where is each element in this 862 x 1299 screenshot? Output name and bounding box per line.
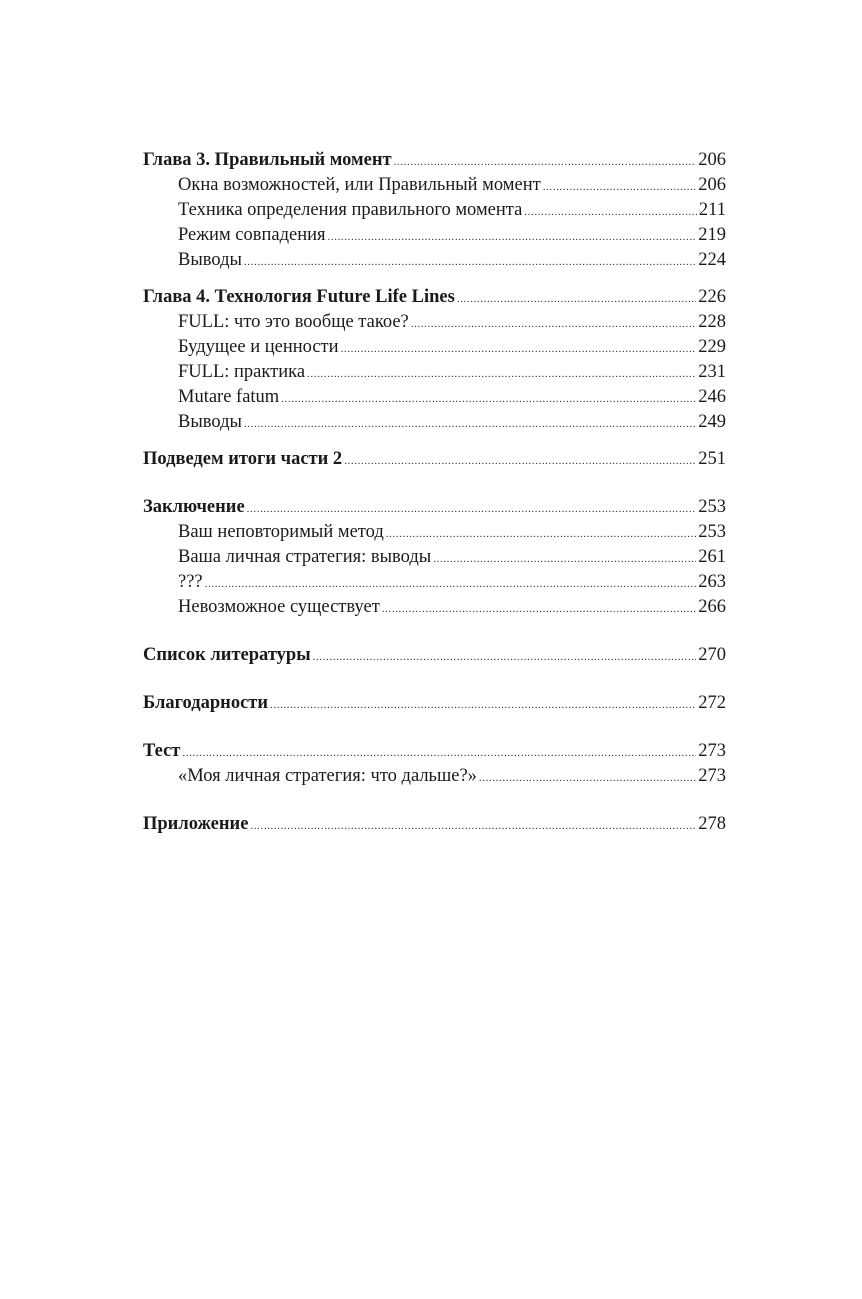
toc-entry-page: 270 (698, 645, 726, 665)
toc-entry-page: 261 (698, 547, 726, 567)
toc-entry-title: Глава 4. Технология Future Life Lines (143, 287, 455, 307)
toc-entry-title: Приложение (143, 814, 249, 834)
toc-entry (143, 570, 726, 595)
toc-leader-dots (524, 200, 697, 225)
toc-leader-dots (328, 225, 697, 250)
toc-leader-dots (182, 741, 696, 766)
toc-leader-dots (205, 572, 697, 597)
toc-leader-dots (344, 449, 696, 474)
toc-leader-dots (411, 312, 696, 337)
toc-entry (143, 335, 726, 360)
toc-entry-title: Выводы (178, 412, 242, 432)
toc-entry (143, 248, 726, 273)
toc-entry-page: 249 (698, 412, 726, 432)
toc-leader-dots (433, 547, 696, 572)
toc-entry-title: Заключение (143, 497, 245, 517)
toc-entry-title: Выводы (178, 250, 242, 270)
toc-entry (143, 385, 726, 410)
toc-leader-dots (281, 387, 696, 412)
toc-leader-dots (457, 287, 696, 312)
toc-entry-title: ??? (178, 572, 203, 592)
toc-entry-title: Список литературы (143, 645, 311, 665)
toc-entry-page: 253 (698, 522, 726, 542)
toc-entry-page: 278 (698, 814, 726, 834)
toc-entry (143, 410, 726, 435)
toc-entry-page: 229 (698, 337, 726, 357)
toc-leader-dots (313, 645, 697, 670)
toc-entry-page: 251 (698, 449, 726, 469)
toc-entry-page: 272 (698, 693, 726, 713)
toc-entry-title: FULL: что это вообще такое? (178, 312, 409, 332)
toc-entry-page: 224 (698, 250, 726, 270)
toc-entry-test (143, 739, 726, 764)
toc-entry (143, 520, 726, 545)
toc-entry-page: 211 (698, 200, 726, 220)
toc-entry-page: 263 (698, 572, 726, 592)
toc-entry-title: Будущее и ценности (178, 337, 339, 357)
toc-entry-title: Подведем итоги части 2 (143, 449, 343, 469)
toc-entry-page: 231 (698, 362, 726, 382)
toc-entry-page: 273 (698, 741, 726, 761)
toc-entry (143, 595, 726, 620)
toc-leader-dots (307, 362, 696, 387)
toc-leader-dots (479, 766, 696, 791)
toc-entry (143, 360, 726, 385)
toc-entry-title: Техника определения правильного момента (178, 200, 523, 220)
toc-leader-dots (250, 814, 696, 839)
table-of-contents (143, 148, 726, 837)
toc-entry-page: 219 (698, 225, 726, 245)
toc-leader-dots (386, 522, 697, 547)
toc-entry-part-summary (143, 447, 726, 472)
toc-entry-title: Тест (143, 741, 181, 761)
toc-leader-dots (247, 497, 697, 522)
toc-entry (143, 223, 726, 248)
toc-entry-chapter-3 (143, 148, 726, 173)
toc-entry-page: 206 (698, 150, 726, 170)
toc-leader-dots (244, 250, 696, 275)
toc-entry-bibliography (143, 643, 726, 668)
toc-entry-title: Режим совпадения (178, 225, 326, 245)
toc-entry-page: 206 (698, 175, 726, 195)
toc-entry-title: Mutare fatum (178, 387, 280, 407)
toc-entry-title: Благодарности (143, 693, 269, 713)
toc-entry (143, 310, 726, 335)
toc-entry-appendix (143, 812, 726, 837)
toc-entry-acknowledgements (143, 691, 726, 716)
toc-leader-dots (270, 693, 696, 718)
toc-entry-title: «Моя личная стратегия: что дальше?» (178, 766, 477, 786)
toc-entry (143, 198, 726, 223)
toc-entry-page: 246 (698, 387, 726, 407)
toc-entry (143, 764, 726, 789)
toc-entry-page: 226 (698, 287, 726, 307)
toc-entry-page: 273 (698, 766, 726, 786)
toc-entry-page: 266 (698, 597, 726, 617)
toc-entry (143, 545, 726, 570)
toc-entry-conclusion (143, 495, 726, 520)
toc-leader-dots (382, 597, 696, 622)
toc-entry-title: Окна возможностей, или Правильный момент (178, 175, 541, 195)
toc-leader-dots (244, 412, 696, 437)
toc-leader-dots (341, 337, 697, 362)
toc-leader-dots (543, 175, 697, 200)
toc-entry-page: 228 (698, 312, 726, 332)
toc-entry-title: Ваш неповторимый метод (178, 522, 384, 542)
toc-leader-dots (394, 150, 697, 175)
toc-entry-chapter-4 (143, 285, 726, 310)
toc-entry-title: Ваша личная стратегия: выводы (178, 547, 432, 567)
toc-entry (143, 173, 726, 198)
toc-entry-page: 253 (698, 497, 726, 517)
toc-entry-title: Невозможное существует (178, 597, 380, 617)
toc-entry-title: Глава 3. Правильный момент (143, 150, 392, 170)
toc-entry-title: FULL: практика (178, 362, 306, 382)
